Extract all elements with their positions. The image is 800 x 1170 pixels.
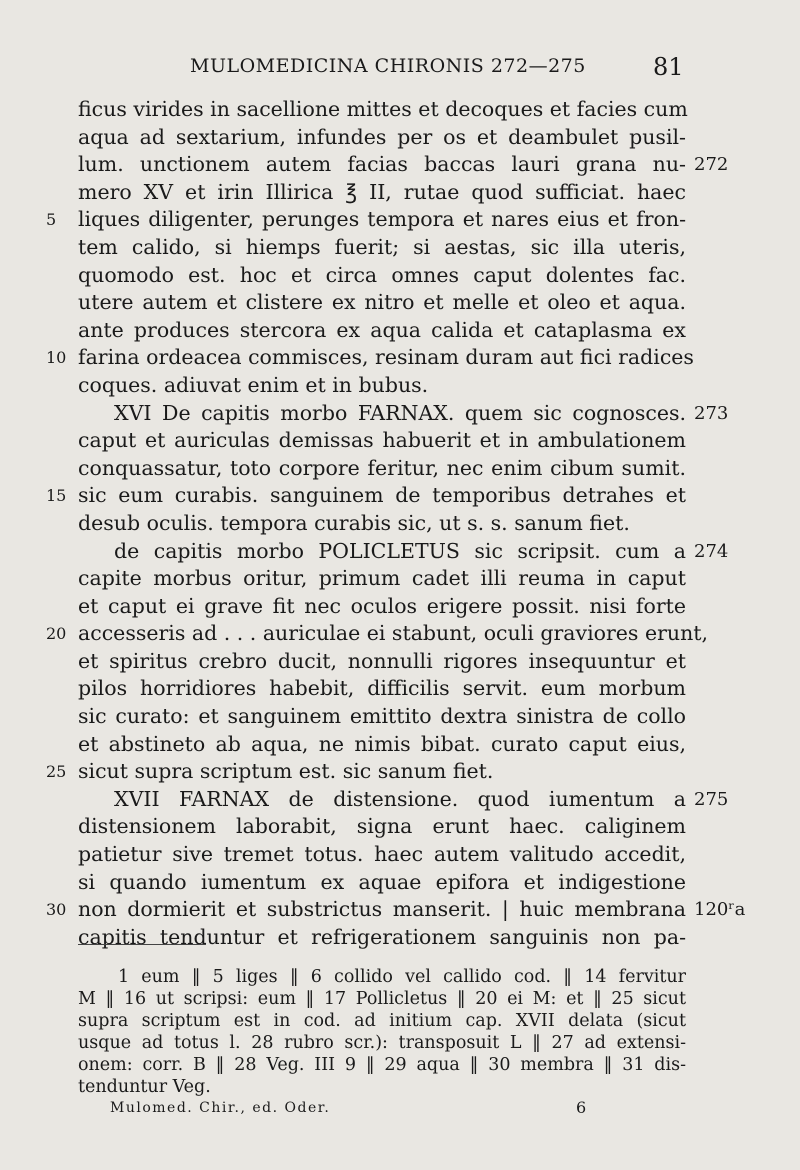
line-number: 30: [46, 900, 67, 920]
line-text: et caput ei grave fit nec oculos erigere possit. nisi forte: [78, 593, 686, 618]
footnote-line: 1 eum ‖ 5 liges ‖ 6 collido vel callido cod. ‖ 14 fervitur: [118, 967, 686, 987]
text-line: [0, 344, 800, 372]
text-line: [0, 620, 800, 648]
text-line: [0, 593, 800, 621]
line-text: conquassatur, toto corpore feritur, nec enim cibum sumit.: [78, 455, 686, 480]
main-text: [0, 96, 800, 951]
section-marker: 120ʳa: [694, 899, 746, 921]
line-text: ante produces stercora ex aqua calida et cataplasma ex: [78, 317, 686, 342]
line-number: 10: [46, 348, 67, 368]
line-text: patietur sive tremet totus. haec autem valitudo accedit,: [78, 842, 686, 867]
text-line: [0, 565, 800, 593]
text-line: [0, 400, 800, 428]
text-line: [0, 924, 800, 952]
line-text: si quando iumentum ex aquae epifora et indigestione: [78, 869, 686, 894]
sheet-number: 6: [576, 1098, 587, 1117]
text-line: [0, 151, 800, 179]
apparatus-criticus: [78, 966, 686, 1098]
text-line: [0, 538, 800, 566]
text-line: [0, 813, 800, 841]
line-text: et spiritus crebro ducit, nonnulli rigores insequuntur et: [78, 648, 686, 673]
footnote-line: onem: corr. B ‖ 28 Veg. III 9 ‖ 29 aqua ‖ 30 membra ‖ 31 dis-: [78, 1055, 686, 1075]
page-footer: [110, 1100, 610, 1120]
section-marker: 273: [694, 402, 729, 424]
text-line: [0, 262, 800, 290]
line-text: lum. unctionem autem facias baccas lauri grana nu-: [78, 152, 686, 177]
line-number: 20: [46, 624, 67, 644]
text-line: [0, 124, 800, 152]
text-line: [0, 372, 800, 400]
page-number: 81: [653, 53, 684, 81]
line-text: capitis tenduntur et refrigerationem sanguinis non pa-: [78, 924, 686, 949]
line-number: 25: [46, 762, 67, 782]
text-line: [0, 96, 800, 124]
text-line: [0, 455, 800, 483]
text-line: [0, 841, 800, 869]
footnote-line: usque ad totus l. 28 rubro scr.): transposuit L ‖ 27 ad extensi-: [78, 1033, 686, 1053]
line-text: XVII FARNAX de distensione. quod iumentum a: [114, 786, 686, 811]
text-line: [0, 703, 800, 731]
line-text: XVI De capitis morbo FARNAX. quem sic cognosces.: [114, 400, 686, 425]
line-text: distensionem laborabit, signa erunt haec. caliginem: [78, 814, 686, 839]
line-text: et abstineto ab aqua, ne nimis bibat. curato caput eius,: [78, 731, 686, 756]
text-line: [0, 896, 800, 924]
text-line: [0, 317, 800, 345]
line-text: de capitis morbo POLICLETUS sic scripsit. cum a: [114, 538, 686, 563]
line-text: desub oculis. tempora curabis sic, ut s. s. sanum fiet.: [78, 510, 630, 535]
section-marker: 274: [694, 540, 729, 562]
line-text: non dormierit et substrictus manserit. | huic membrana: [78, 897, 686, 922]
text-line: [0, 234, 800, 262]
text-line: [0, 482, 800, 510]
line-text: sicut supra scriptum est. sic sanum fiet.: [78, 759, 494, 784]
line-text: capite morbus oritur, primum cadet illi reuma in caput: [78, 566, 686, 591]
line-text: utere autem et clistere ex nitro et melle et oleo et aqua.: [78, 290, 686, 315]
line-text: coques. adiuvat enim et in bubus.: [78, 372, 429, 397]
footnote-line: supra scriptum est in cod. ad initium cap. XVII delata (sicut: [78, 1011, 686, 1031]
line-text: farina ordeacea commisces, resinam duram aut fici radices: [78, 345, 694, 370]
line-text: tem calido, si hiemps fuerit; si aestas, sic illa uteris,: [78, 234, 686, 259]
section-marker: 275: [694, 788, 729, 810]
line-number: 15: [46, 486, 67, 506]
text-line: [0, 786, 800, 814]
line-text: aqua ad sextarium, infundes per os et deambulet pusil-: [78, 124, 686, 149]
text-line: [0, 758, 800, 786]
line-text: pilos horridiores habebit, difficilis servit. eum morbum: [78, 676, 686, 701]
text-line: [0, 675, 800, 703]
line-text: accesseris ad . . . auriculae ei stabunt, oculi graviores erunt,: [78, 621, 709, 646]
footnote-line: tenduntur Veg.: [78, 1077, 211, 1097]
signature-mark: Mulomed. Chir., ed. Oder.: [110, 1100, 331, 1116]
line-number: 5: [46, 210, 57, 230]
footnote-line: M ‖ 16 ut scripsi: eum ‖ 17 Pollicletus ‖ 20 ei M: et ‖ 25 sicut: [78, 989, 686, 1009]
footnote-rule: [78, 944, 206, 945]
line-text: mero XV et irin Illirica ℥ II, rutae quod sufficiat. haec: [78, 179, 686, 204]
text-line: [0, 179, 800, 207]
line-text: caput et auriculas demissas habuerit et in ambulationem: [78, 428, 686, 453]
text-line: [0, 206, 800, 234]
line-text: sic curato: et sanguinem emittito dextra sinistra de collo: [78, 704, 686, 729]
text-line: [0, 869, 800, 897]
text-line: [0, 731, 800, 759]
section-marker: 272: [694, 154, 729, 176]
line-text: quomodo est. hoc et circa omnes caput dolentes fac.: [78, 262, 686, 287]
text-line: [0, 510, 800, 538]
text-line: [0, 289, 800, 317]
line-text: liques diligenter, perunges tempora et nares eius et fron-: [78, 207, 686, 232]
text-line: [0, 648, 800, 676]
running-title: MULOMEDICINA CHIRONIS 272—275: [190, 55, 586, 77]
line-text: ficus virides in sacellione mittes et decoques et facies cum: [78, 97, 688, 121]
text-line: [0, 427, 800, 455]
line-text: sic eum curabis. sanguinem de temporibus detrahes et: [78, 483, 686, 508]
running-header: [0, 55, 800, 85]
